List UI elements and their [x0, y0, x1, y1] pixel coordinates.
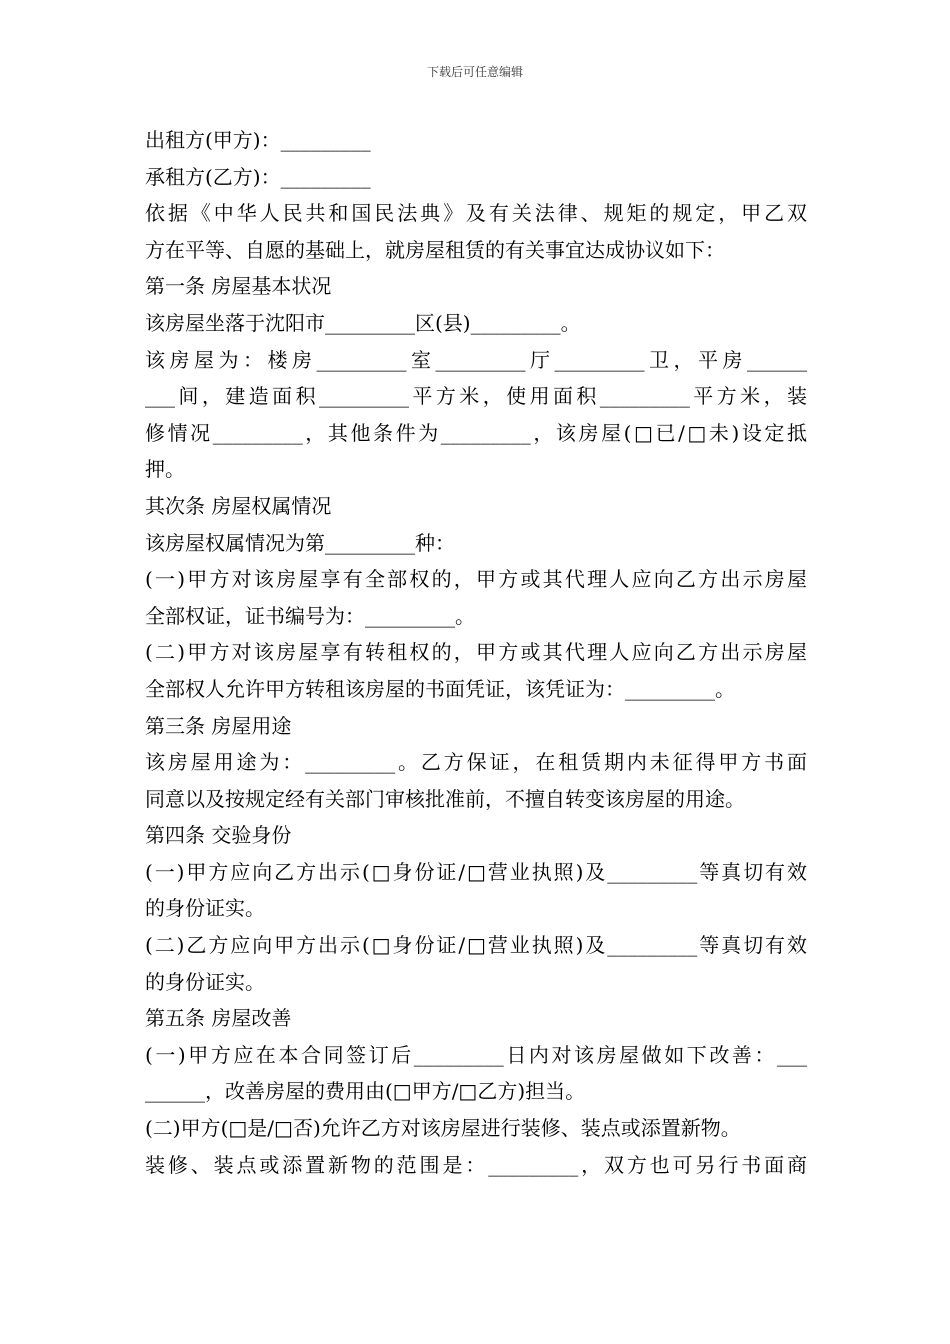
- text-line: ______，改善房屋的费用由(□甲方/□乙方)担当。: [145, 1079, 586, 1104]
- text-line: 出租方(甲方)：_________: [145, 128, 371, 152]
- text-line: 修情况_________，其他条件为_________，该房屋(□已/□未)设定抵: [145, 420, 807, 445]
- text-line: 全部权人允许甲方转租该房屋的书面凭证，该凭证为：_________。: [145, 676, 735, 701]
- text-line: 装修、装点或添置新物的范围是：_________，双方也可另行书面商: [145, 1152, 807, 1177]
- text-line: 第一条 房屋基本状况: [145, 274, 332, 299]
- text-line: 其次条 房屋权属情况: [145, 493, 332, 518]
- text-line: 该房屋为：楼房_________室_________厅_________卫，平房______: [145, 347, 807, 372]
- text-line: 的身份证实。: [145, 896, 265, 921]
- text-line: (一)甲方对该房屋享有全部权的，甲方或其代理人应向乙方出示房屋: [145, 567, 807, 592]
- text-line: 的身份证实。: [145, 969, 265, 994]
- text-line: 押。: [145, 457, 185, 482]
- text-line: 承租方(乙方)：_________: [145, 164, 371, 189]
- text-line: (一)甲方应向乙方出示(□身份证/□营业执照)及_________等真切有效: [145, 859, 807, 884]
- text-line: 第三条 房屋用途: [145, 713, 292, 738]
- text-line: 全部权证，证书编号为：_________。: [145, 603, 475, 628]
- text-line: 依据《中华人民共和国民法典》及有关法律、规矩的规定，甲乙双: [145, 201, 807, 226]
- page-header: 下载后可任意编辑: [426, 65, 523, 79]
- text-line: 同意以及按规定经有关部门审核批准前，不擅自转变该房屋的用途。: [145, 786, 745, 811]
- text-line: (二)甲方(□是/□否)允许乙方对该房屋进行装修、装点或添置新物。: [145, 1116, 741, 1141]
- text-line: 该房屋坐落于沈阳市_________区(县)_________。: [145, 310, 581, 335]
- text-line: (一)甲方应在本合同签订后_________日内对该房屋做如下改善：___: [145, 1042, 807, 1067]
- text-line: ___间，建造面积_________平方米，使用面积_________平方米，装: [145, 384, 807, 409]
- text-line: 该房屋用途为：_________。乙方保证，在租赁期内未征得甲方书面: [145, 750, 807, 775]
- text-line: (二)乙方应向甲方出示(□身份证/□营业执照)及_________等真切有效: [145, 933, 807, 958]
- text-line: 方在平等、自愿的基础上，就房屋租赁的有关事宜达成协议如下：: [145, 237, 725, 262]
- text-line: (二)甲方对该房屋享有转租权的，甲方或其代理人应向乙方出示房屋: [145, 640, 807, 665]
- text-line: 第四条 交验身份: [145, 823, 292, 848]
- document-body: [145, 122, 807, 1183]
- text-line: 该房屋权属情况为第_________种：: [145, 530, 455, 555]
- text-line: 第五条 房屋改善: [145, 1006, 292, 1031]
